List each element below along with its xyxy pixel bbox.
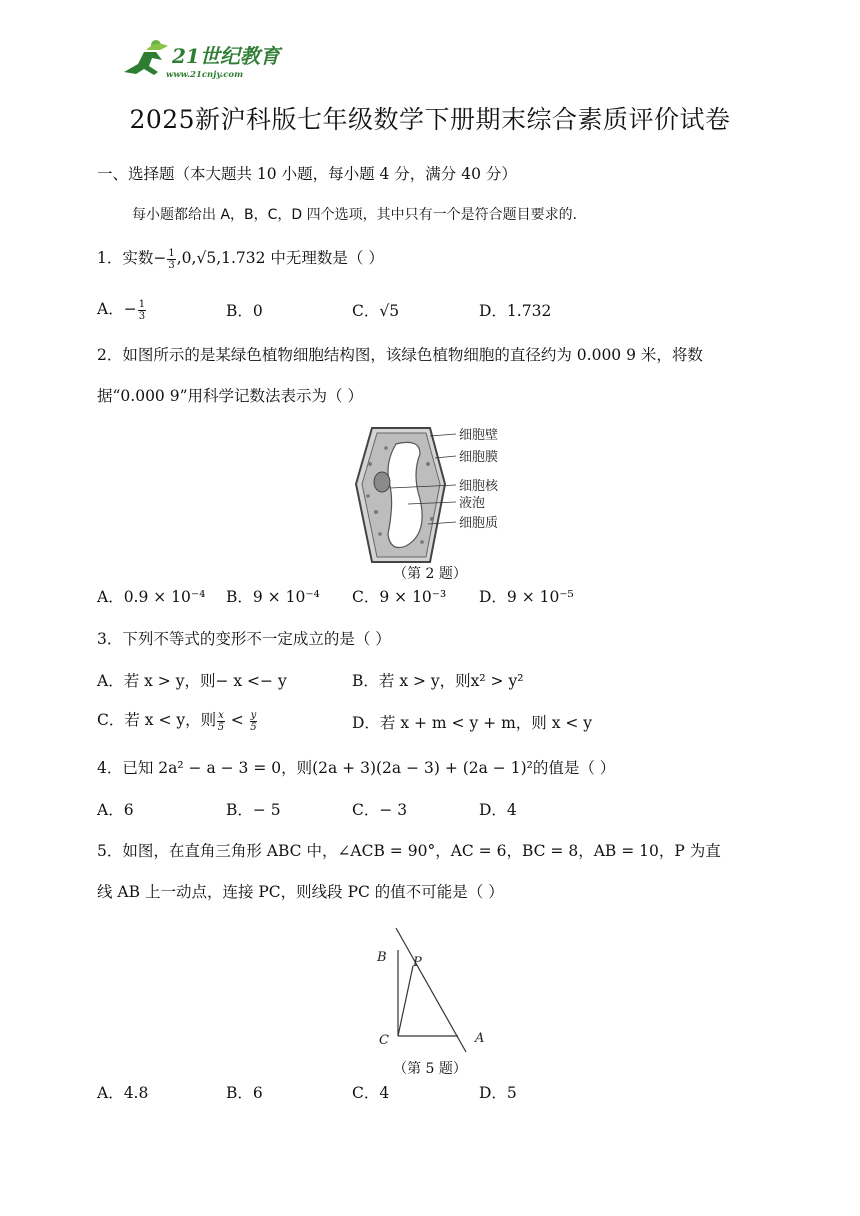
q2-option-a: A．0.9 × 10⁻⁴ [97, 588, 206, 606]
triangle-figure [368, 920, 498, 1055]
runner-logo-icon [116, 38, 286, 82]
q1-option-a: A．− $\frac{1}{3}$ [97, 298, 146, 322]
question-2-line1: 2．如图所示的是某绿色植物细胞结构图，该绿色植物细胞的直径约为 0.000 9 米，将数 [97, 346, 703, 364]
q1-fraction: $\frac{1}{3}$ [168, 247, 175, 271]
q4-option-c: C．− 3 [352, 801, 408, 819]
label-cell-wall: 细胞壁 [459, 428, 499, 443]
question-5-line2: 线 AB 上一动点，连接 PC，则线段 PC 的值不可能是（ ） [97, 883, 504, 901]
q2-option-b: B．9 × 10⁻⁴ [226, 588, 320, 606]
q1-option-d: D．1.732 [479, 302, 552, 320]
label-nucleus: 细胞核 [459, 479, 499, 494]
question-4: 4．已知 2a² − a − 3 = 0，则(2a + 3)(2a − 3) + (2a − 1)²的值是（ ） [97, 759, 616, 777]
q4-option-a: A．6 [97, 801, 134, 819]
q1-prefix: 1．实数 [97, 249, 154, 267]
section-heading: 一、选择题（本大题共 10 小题，每小题 4 分，满分 40 分） [97, 165, 517, 183]
q3-option-b: B．若 x > y，则x² > y² [352, 672, 524, 690]
line-ab [396, 928, 466, 1052]
q5-option-d: D．5 [479, 1084, 517, 1102]
point-label-a: A [475, 1031, 485, 1046]
q4-option-d: D．4 [479, 801, 517, 819]
point-label-p: P [413, 955, 422, 970]
point-label-c: C [379, 1033, 389, 1048]
logo [116, 38, 286, 82]
logo-brand: 21世纪教育 [172, 44, 280, 68]
q1-neg: − [153, 249, 167, 267]
page-title: 2025新沪科版七年级数学下册期末综合素质评价试卷 [129, 105, 731, 134]
q2-option-d: D．9 × 10⁻⁵ [479, 588, 574, 606]
point-label-b: B [377, 950, 387, 965]
label-vacuole: 液泡 [459, 496, 486, 511]
question-5-line1: 5．如图，在直角三角形 ABC 中，∠ACB = 90°，AC = 6，BC = 8，AB = 10，P 为直 [97, 842, 721, 860]
figure-5-caption: （第 5 题） [393, 1061, 467, 1077]
q3-option-c: C．若 x < y，则 $\frac{x}{5}$ < $\frac{y}{5}$ [97, 709, 257, 733]
question-2-line2: 据“0.000 9”用科学记数法表示为（ ） [97, 387, 363, 405]
section-note: 每小题都给出 A，B，C，D 四个选项，其中只有一个是符合题目要求的. [132, 207, 578, 223]
label-cytoplasm: 细胞质 [459, 516, 499, 531]
q3-option-d: D．若 x + m < y + m，则 x < y [352, 714, 593, 732]
plant-cell-figure [350, 424, 520, 566]
q2-option-c: C．9 × 10⁻³ [352, 588, 447, 606]
q4-option-b: B．− 5 [226, 801, 281, 819]
figure-2-caption: （第 2 题） [393, 566, 467, 582]
question-3: 3．下列不等式的变形不一定成立的是（ ） [97, 630, 391, 648]
q1-option-c: C．√5 [352, 302, 400, 320]
q5-option-a: A．4.8 [97, 1084, 149, 1102]
q5-option-c: C．4 [352, 1084, 390, 1102]
logo-url: www.21cnjy.com [166, 70, 244, 80]
q3-option-a: A．若 x > y，则− x <− y [97, 672, 287, 690]
segment-pc [398, 966, 413, 1036]
q1-option-b: B．0 [226, 302, 263, 320]
q5-option-b: B．6 [226, 1084, 263, 1102]
label-cell-membrane: 细胞膜 [459, 450, 499, 465]
q1-rest: ,0,√5,1.732 中无理数是（ ） [176, 249, 384, 267]
cell-diagram [356, 428, 456, 562]
question-1 [97, 246, 384, 271]
